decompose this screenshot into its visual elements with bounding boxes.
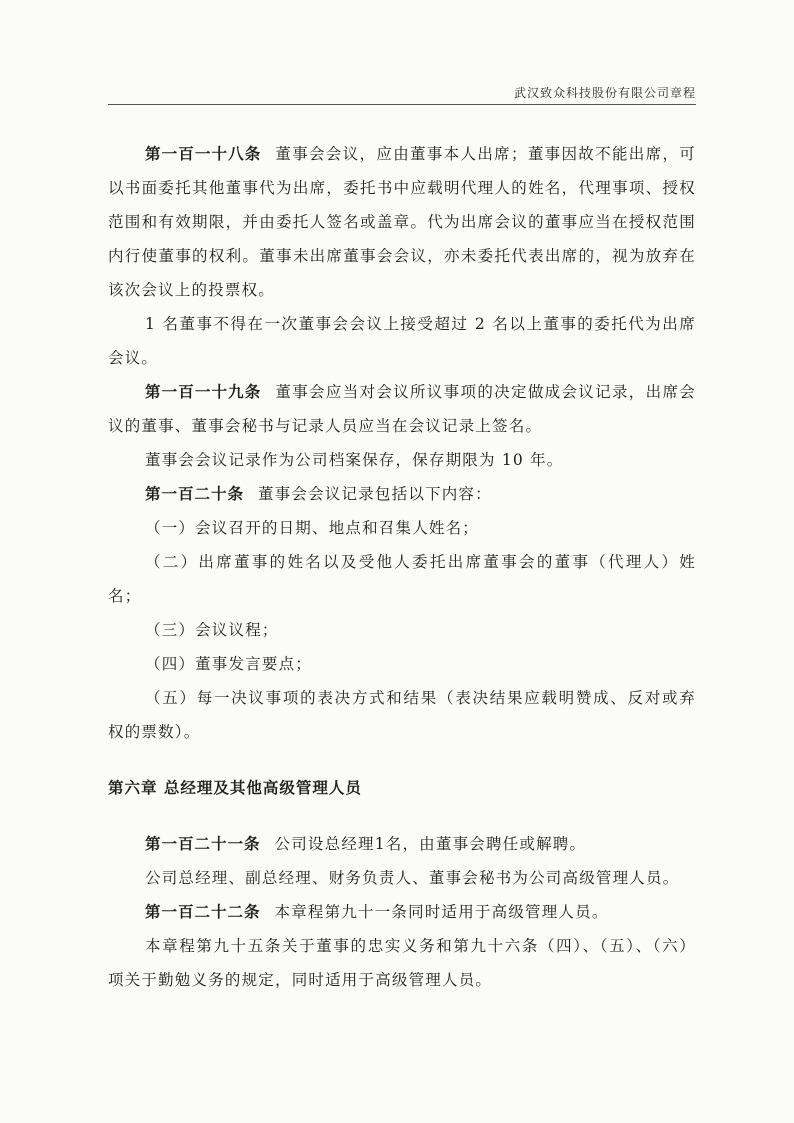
article-122-paragraph-2: 本章程第九十五条关于董事的忠实义务和第九十六条（四）、（五）、（六）项关于勤勉义务的规定，同时适用于高级管理人员。 <box>108 937 696 989</box>
article-text: 公司设总经理1名，由董事会聘任或解聘。 <box>274 835 587 853</box>
chapter-title: 第六章 总经理及其他高级管理人员 <box>108 778 362 797</box>
article-119 <box>108 375 696 443</box>
article-121-paragraph-2: 公司总经理、副总经理、财务负责人、董事会秘书为公司高级管理人员。 <box>145 869 680 887</box>
article-label: 第一百二十条 <box>145 484 245 503</box>
list-item: （五）每一决议事项的表决方式和结果（表决结果应载明赞成、反对或弃权的票数）。 <box>108 689 696 741</box>
list-item: （一）会议召开的日期、地点和召集人姓名； <box>145 519 480 537</box>
article-119-paragraph-2: 董事会会议记录作为公司档案保存，保存期限为 10 年。 <box>145 451 564 469</box>
article-label: 第一百二十二条 <box>145 902 261 921</box>
header-divider <box>108 104 696 105</box>
article-text: 董事会会议，应由董事本人出席；董事因故不能出席，可以书面委托其他董事代为出席，委托书中应载明代理人的姓名，代理事项、授权范围和有效期限，并由委托人签名或盖章。代为出席会议的董事应当在授权范围内行使董事的权利。董事未出席董事会会议，亦未委托代表出席的，视为放弃在该次会议上的投票权。 <box>108 145 696 299</box>
document-body <box>108 137 696 997</box>
article-118 <box>108 137 696 307</box>
list-item: （四）董事发言要点； <box>145 655 313 673</box>
list-item: （二）出席董事的姓名以及受他人委托出席董事会的董事（代理人）姓名； <box>108 553 696 605</box>
article-label: 第一百二十一条 <box>145 834 261 853</box>
list-item: （三）会议议程； <box>145 621 279 639</box>
article-text: 董事会会议记录包括以下内容： <box>258 485 492 503</box>
article-text: 本章程第九十一条同时适用于高级管理人员。 <box>274 903 609 921</box>
article-118-paragraph-2: 1 名董事不得在一次董事会会议上接受超过 2 名以上董事的委托代为出席会议。 <box>108 315 696 367</box>
article-120 <box>108 477 696 511</box>
article-text: 董事会应当对会议所议事项的决定做成会议记录，出席会议的董事、董事会秘书与记录人员应当在会议记录上签名。 <box>108 383 696 435</box>
article-label: 第一百一十九条 <box>145 382 262 401</box>
running-header: 武汉致众科技股份有限公司章程 <box>513 86 696 100</box>
article-121 <box>108 827 696 861</box>
article-label: 第一百一十八条 <box>145 144 262 163</box>
article-122 <box>108 895 696 929</box>
